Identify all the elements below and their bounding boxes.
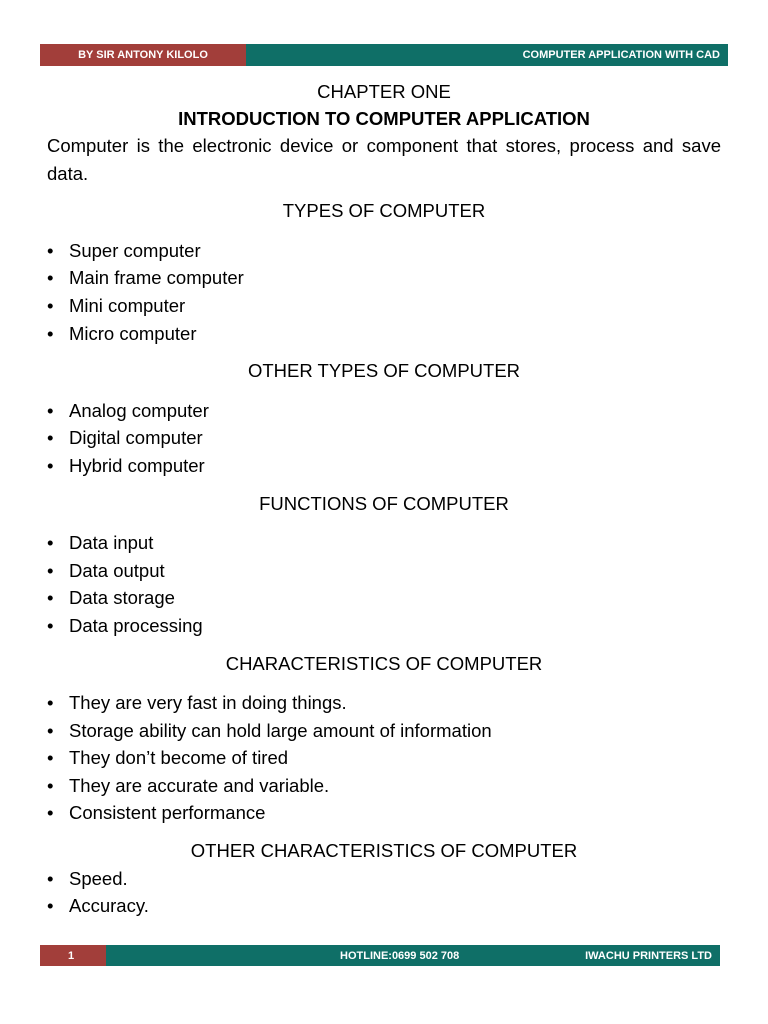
list-item: • Digital computer (47, 424, 721, 452)
list-item: • Consistent performance (47, 799, 721, 827)
list-item: • Data storage (47, 584, 721, 612)
intro-paragraph: Computer is the electronic device or component that stores, process and save data. (47, 135, 721, 184)
list-item: • Hybrid computer (47, 452, 721, 480)
section-list (47, 689, 721, 827)
footer-printer: IWACHU PRINTERS LTD (585, 949, 712, 962)
list-item: • Main frame computer (47, 264, 721, 292)
page-header (40, 44, 728, 66)
section-heading: OTHER CHARACTERISTICS OF COMPUTER (190, 840, 578, 862)
footer-info (106, 945, 720, 966)
list-item: • They are accurate and variable. (47, 772, 721, 800)
list-item: • Mini computer (47, 292, 721, 320)
list-item: • They are very fast in doing things. (47, 689, 721, 717)
header-author: BY SIR ANTONY KILOLO (40, 44, 246, 66)
section-list (47, 397, 721, 480)
list-item: • Data processing (47, 612, 721, 640)
section-list (47, 237, 721, 347)
header-course-title: COMPUTER APPLICATION WITH CAD (246, 44, 728, 66)
list-item: • Speed. (47, 865, 721, 893)
page-content (47, 78, 721, 920)
page-footer (40, 945, 720, 966)
section-list (47, 865, 721, 920)
footer-hotline: HOTLINE:0699 502 708 (340, 949, 460, 962)
list-item: • Super computer (47, 237, 721, 265)
list-item: • Analog computer (47, 397, 721, 425)
list-item: • Accuracy. (47, 892, 721, 920)
list-item: • They don’t become of tired (47, 744, 721, 772)
section-heading: FUNCTIONS OF COMPUTER (259, 492, 509, 514)
list-item: • Micro computer (47, 320, 721, 348)
chapter-label: CHAPTER ONE (317, 81, 451, 102)
section-heading: TYPES OF COMPUTER (282, 200, 486, 222)
page-number: 1 (40, 945, 106, 966)
chapter-title: INTRODUCTION TO COMPUTER APPLICATION (178, 108, 590, 129)
list-item: • Data input (47, 529, 721, 557)
section-list (47, 529, 721, 639)
section-heading: CHARACTERISTICS OF COMPUTER (225, 652, 543, 674)
list-item: • Data output (47, 557, 721, 585)
section-heading: OTHER TYPES OF COMPUTER (247, 360, 521, 382)
list-item: • Storage ability can hold large amount of information (47, 717, 721, 745)
